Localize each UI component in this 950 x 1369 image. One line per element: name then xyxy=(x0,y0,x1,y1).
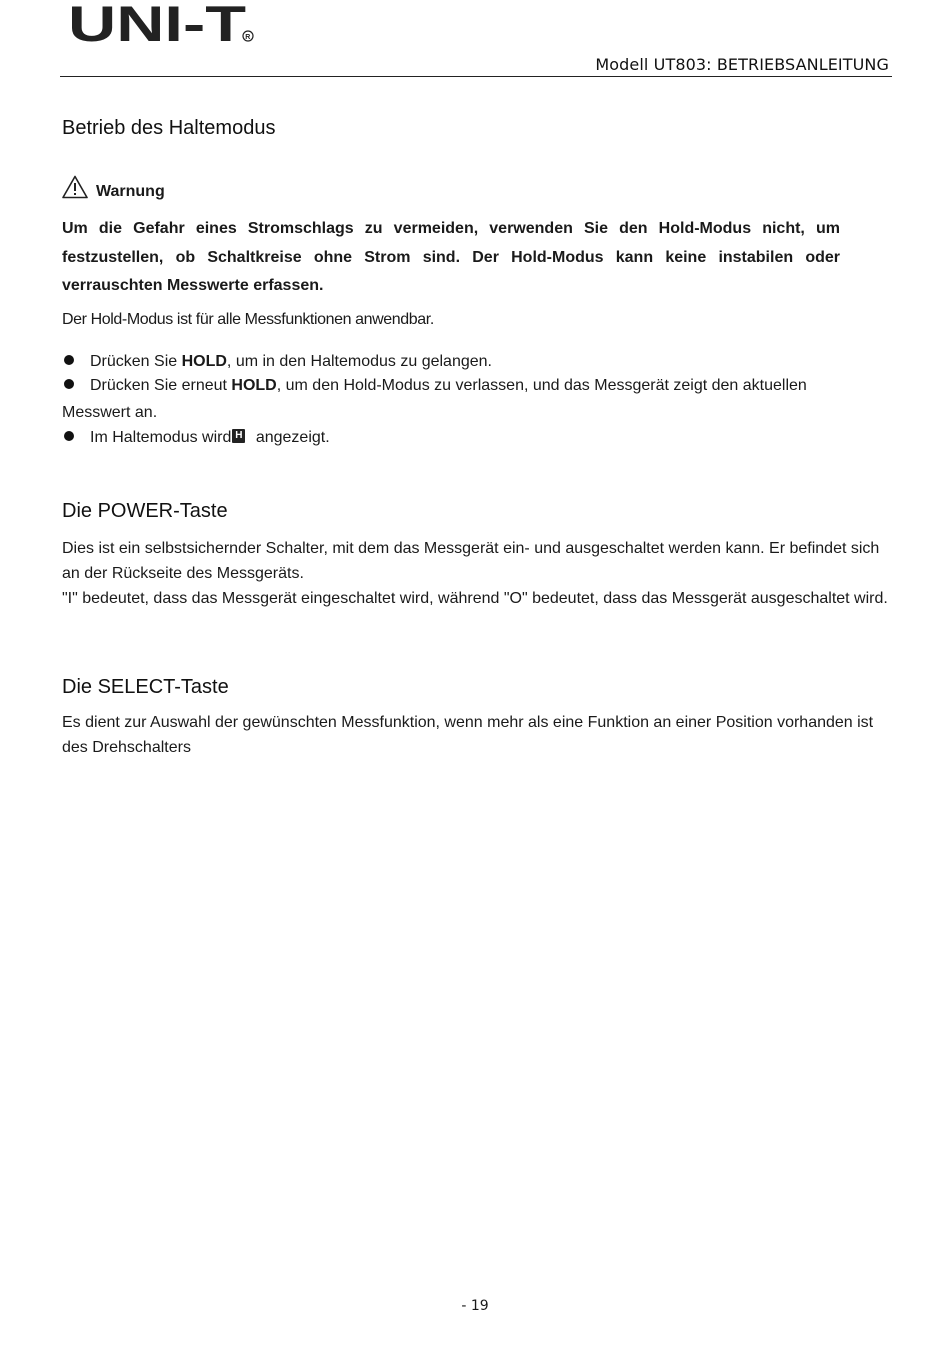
uni-t-logo xyxy=(68,0,268,48)
bullet-icon xyxy=(64,431,74,441)
power-paragraph-2: "I" bedeutet, dass das Messgerät eingeschaltet wird, während "O" bedeutet, dass das Messgerät ausgeschaltet wird. xyxy=(62,590,888,607)
bullet-icon xyxy=(64,355,74,365)
bullet-icon xyxy=(64,379,74,389)
list-item: Drücken Sie HOLD, um in den Haltemodus zu gelangen. xyxy=(62,348,862,375)
heading-select-key: Die SELECT-Taste xyxy=(62,676,229,698)
svg-text:R: R xyxy=(245,34,251,41)
document-title: Modell UT803: BETRIEBSANLEITUNG xyxy=(595,55,889,74)
logo-text: UNI-T xyxy=(68,0,246,48)
header-divider xyxy=(60,76,892,77)
list-item: Drücken Sie erneut HOLD, um den Hold-Modus zu verlassen, und das Messgerät zeigt den aktuellen Messwert an. xyxy=(62,377,807,421)
warning-text: Um die Gefahr eines Stromschlags zu vermeiden, verwenden Sie den Hold-Modus nicht, um festzustellen, ob Schaltkreise ohne Strom sind. Der Hold-Modus kann keine instabilen oder verrauschten Messwerte erfassen. xyxy=(62,220,840,294)
warning-triangle-icon xyxy=(62,175,88,199)
power-paragraph-1: Dies ist ein selbstsichernder Schalter, mit dem das Messgerät ein- und ausgeschaltet werden kann. Er befindet sich an der Rückseite des Messgeräts. xyxy=(62,540,880,582)
page-number: - 19 xyxy=(461,1298,489,1314)
hold-note: Der Hold-Modus ist für alle Messfunktionen anwendbar. xyxy=(62,311,434,328)
list-item: Im Haltemodus wird H angezeigt. xyxy=(62,424,862,451)
heading-hold-mode: Betrieb des Haltemodus xyxy=(62,117,276,139)
hold-indicator-icon: H xyxy=(232,429,245,443)
select-paragraph: Es dient zur Auswahl der gewünschten Messfunktion, wenn mehr als eine Funktion an einer Position vorhanden ist des Drehschalters xyxy=(62,714,874,756)
warning-label: Warnung xyxy=(96,183,165,200)
heading-power-key: Die POWER-Taste xyxy=(62,500,228,522)
